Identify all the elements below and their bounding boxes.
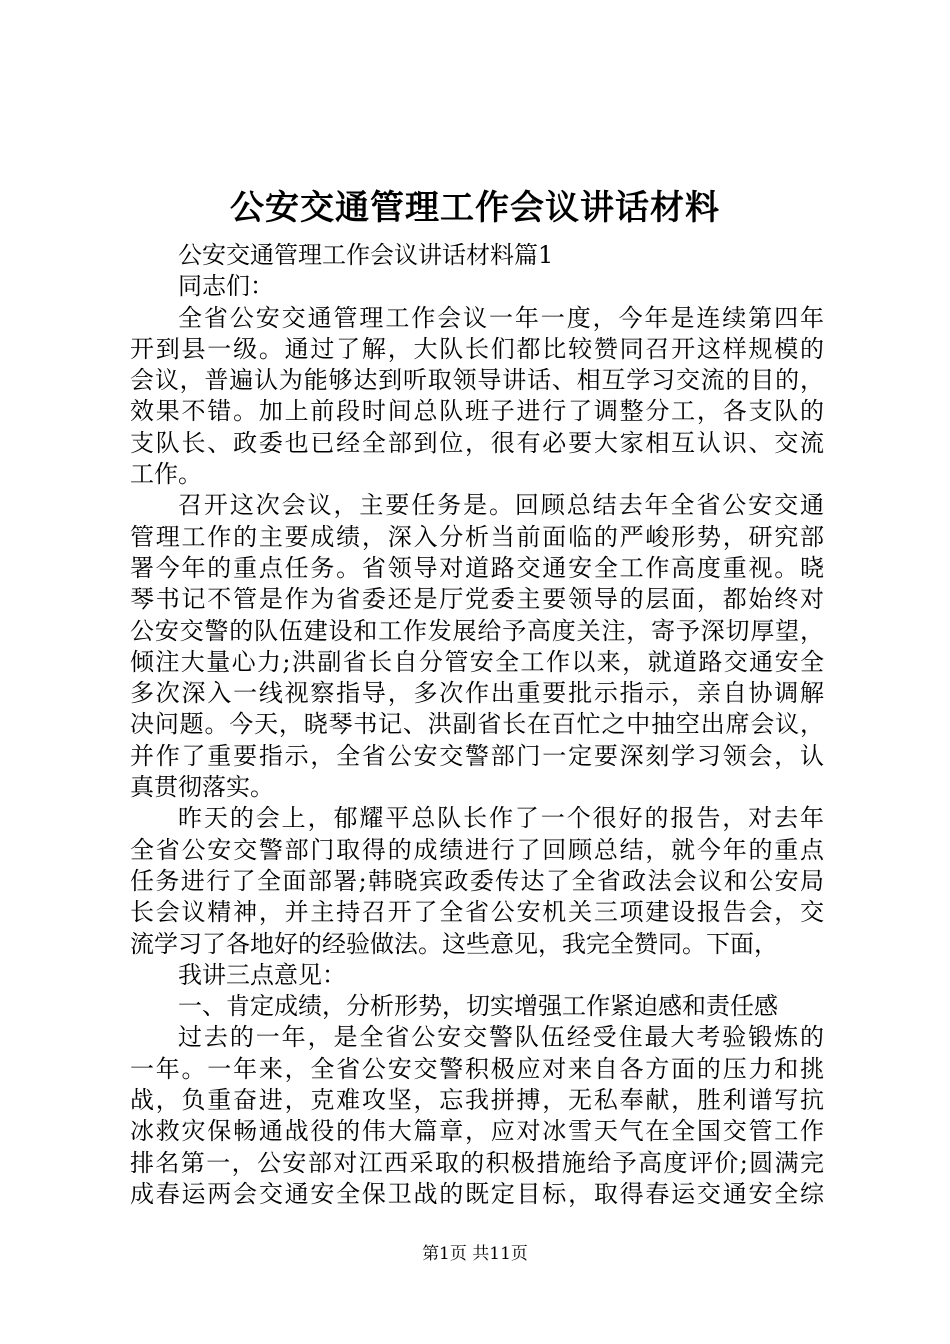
text-line: 过去的一年，是全省公安交警队伍经受住最大考验锻炼的 (178, 1023, 824, 1052)
text-line: 昨天的会上，郁耀平总队长作了一个很好的报告，对去年 (178, 804, 824, 833)
text-line: 公安交警的队伍建设和工作发展给予高度关注，寄予深切厚望， (130, 616, 824, 645)
text-line: 召开这次会议，主要任务是。回顾总结去年全省公安交通 (178, 491, 824, 520)
page-footer: 第1页 共11页 (422, 1244, 528, 1264)
text-line: 成春运两会交通安全保卫战的既定目标，取得春运交通安全综 (130, 1179, 824, 1208)
text-line: 决问题。今天，晓琴书记、洪副省长在百忙之中抽空出席会议， (130, 710, 824, 739)
text-line: 战，负重奋进，克难攻坚，忘我拼搏，无私奉献，胜利谱写抗 (130, 1086, 824, 1115)
text-line: 管理工作的主要成绩，深入分析当前面临的严峻形势，研究部 (130, 522, 824, 551)
text-line: 琴书记不管是作为省委还是厅党委主要领导的层面，都始终对 (130, 585, 824, 614)
text-line: 全省公安交警部门取得的成绩进行了回顾总结，就今年的重点 (130, 835, 824, 864)
text-line: 公安交通管理工作会议讲话材料篇1 (178, 241, 554, 269)
text-line: 流学习了各地好的经验做法。这些意见，我完全赞同。下面， (130, 929, 778, 958)
text-line: 倾注大量心力;洪副省长自分管安全工作以来，就道路交通安全 (130, 647, 824, 676)
text-line: 署今年的重点任务。省领导对道路交通安全工作高度重视。晓 (130, 553, 824, 582)
text-line: 多次深入一线视察指导，多次作出重要批示指示，亲自协调解 (130, 679, 824, 708)
text-line: 长会议精神，并主持召开了全省公安机关三项建设报告会，交 (130, 898, 824, 927)
text-line: 会议，普遍认为能够达到听取领导讲话、相互学习交流的目的， (130, 366, 824, 395)
text-line: 排名第一，公安部对江西采取的积极措施给予高度评价;圆满完 (130, 1148, 824, 1177)
text-line: 冰救灾保畅通战役的伟大篇章，应对冰雪天气在全国交管工作 (130, 1117, 824, 1146)
text-line: 全省公安交通管理工作会议一年一度，今年是连续第四年 (178, 303, 824, 332)
text-line: 效果不错。加上前段时间总队班子进行了调整分工，各支队的 (130, 397, 824, 426)
text-line: 并作了重要指示，全省公安交警部门一定要深刻学习领会，认 (130, 741, 824, 770)
text-line: 任务进行了全面部署;韩晓宾政委传达了全省政法会议和公安局 (130, 866, 824, 895)
text-line: 一年。一年来，全省公安交警积极应对来自各方面的压力和挑 (130, 1054, 824, 1083)
text-line: 一、肯定成绩，分析形势，切实增强工作紧迫感和责任感 (178, 992, 778, 1021)
text-line: 同志们： (178, 272, 274, 301)
document-title: 公安交通管理工作会议讲话材料 (230, 188, 720, 228)
document-body (130, 240, 824, 1210)
text-line: 开到县一级。通过了解，大队长们都比较赞同召开这样规模的 (130, 334, 824, 363)
text-line: 我讲三点意见： (178, 960, 346, 989)
text-line: 真贯彻落实。 (130, 773, 274, 802)
text-line: 工作。 (130, 460, 202, 489)
text-line: 支队长、政委也已经全部到位，很有必要大家相互认识、交流 (130, 428, 824, 457)
